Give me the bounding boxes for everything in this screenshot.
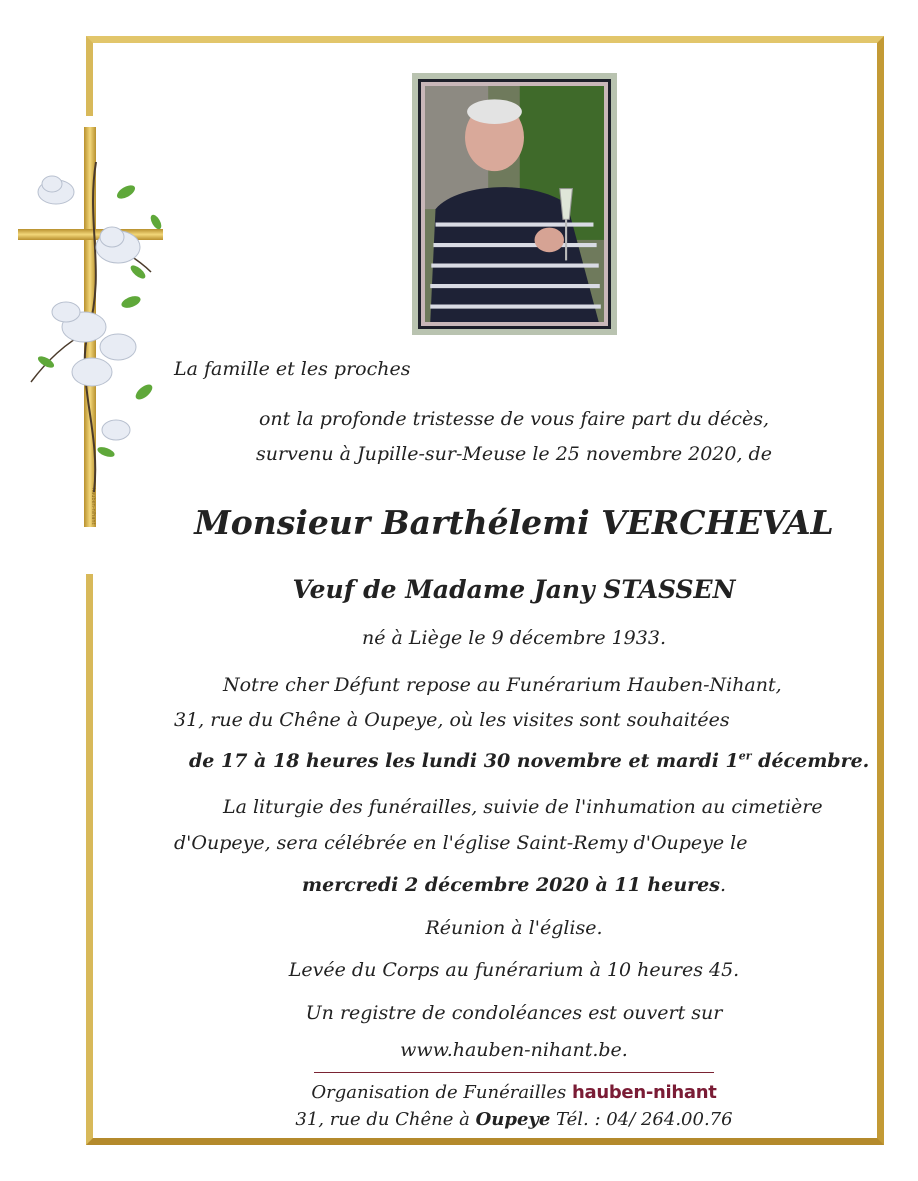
registry-info: Un registre de condoléances est ouvert sur [305,1002,723,1024]
birth-info: né à Liège le 9 décembre 1933. [362,627,666,649]
footer-separator [314,1072,714,1073]
visits-line-2: 31, rue du Chêne à Oupeye, où les visites sont souhaitées [174,709,730,731]
portrait-photo [425,86,604,322]
website-link[interactable]: www.hauben-nihant.be. [400,1039,628,1061]
brand-logo: hauben-nihant [571,1082,717,1103]
funeral-line-2: d'Oupeye, sera célébrée en l'église Saint-Remy d'Oupeye le [174,832,748,854]
portrait-photo-frame [412,73,617,335]
intro-line-2: ont la profonde tristesse de vous faire part du décès, [258,408,770,430]
widow-of: Veuf de Madame Jany STASSEN [292,575,736,604]
intro-line-1: La famille et les proches [174,358,411,380]
intro-line-3: survenu à Jupille-sur-Meuse le 25 novembre 2020, de [256,443,772,465]
magnolia-flowers-icon [26,162,166,492]
visits-line-1: Notre cher Défunt repose au Funérarium Hauben-Nihant, [223,674,782,696]
cross-signature-mark: hauben-nihant [90,488,96,525]
footer-organisation: Organisation de Funérailles hauben-nihant [311,1082,717,1103]
funeral-date: mercredi 2 décembre 2020 à 11 heures. [302,874,726,896]
funeral-line-1: La liturgie des funérailles, suivie de l'inhumation au cimetière [223,796,823,818]
levee-info: Levée du Corps au funérarium à 10 heures 45. [288,959,740,981]
visits-line-3: de 17 à 18 heures les lundi 30 novembre et mardi 1er décembre. [189,749,870,772]
meeting-info: Réunion à l'église. [425,917,603,939]
deceased-name: Monsieur Barthélemi VERCHEVAL [194,503,834,542]
footer-address: 31, rue du Chêne à Oupeye Tél. : 04/ 264.00.76 [295,1109,733,1130]
